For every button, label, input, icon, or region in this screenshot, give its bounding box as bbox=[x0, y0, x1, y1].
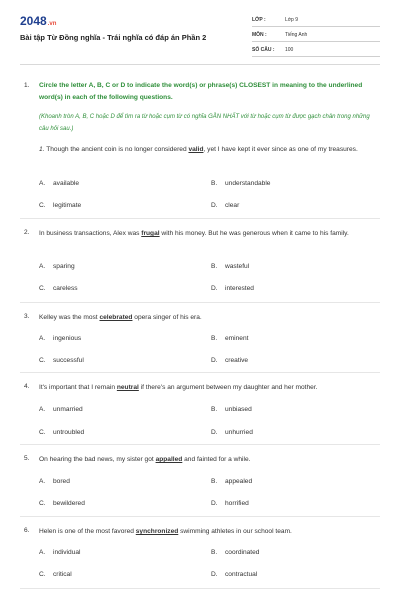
underlined-word: frugal bbox=[141, 230, 160, 237]
option-d[interactable] bbox=[211, 571, 257, 578]
option-letter: C. bbox=[39, 202, 46, 209]
question-text-before: Kelley was the most bbox=[39, 314, 100, 321]
option-c[interactable] bbox=[39, 571, 72, 578]
question-text bbox=[39, 526, 380, 538]
header-divider bbox=[20, 64, 380, 65]
option-letter: A. bbox=[39, 263, 46, 270]
option-b[interactable] bbox=[211, 478, 252, 485]
question-divider bbox=[20, 372, 380, 373]
meta-class bbox=[252, 17, 380, 23]
option-letter: A. bbox=[39, 406, 46, 413]
option-letter: B. bbox=[211, 549, 218, 556]
question-text-before: It's important that I remain bbox=[39, 384, 117, 391]
logo-suffix: .vn bbox=[47, 21, 57, 27]
option-c[interactable] bbox=[39, 357, 84, 364]
question-text-before: In business transactions, Alex was bbox=[39, 230, 142, 237]
question-text bbox=[39, 382, 380, 394]
section-instruction-vi: (Khoanh tròn A, B, C hoặc D để tìm ra từ hoặc cụm từ có nghĩa GẦN NHẤT với từ hoặc cụm từ được gạch chân trong những câu hỏi sau.) bbox=[39, 114, 370, 132]
option-a[interactable] bbox=[39, 335, 81, 342]
option-letter: B. bbox=[211, 406, 218, 413]
meta-count bbox=[252, 47, 380, 53]
option-b[interactable] bbox=[211, 263, 249, 270]
option-text: appealed bbox=[225, 478, 253, 485]
option-letter: A. bbox=[39, 478, 46, 485]
option-text: unhurried bbox=[225, 429, 253, 436]
option-d[interactable] bbox=[211, 357, 248, 364]
option-letter: C. bbox=[39, 357, 46, 364]
option-c[interactable] bbox=[39, 285, 78, 292]
meta-key: LỚP : bbox=[252, 17, 266, 23]
option-letter: D. bbox=[211, 285, 218, 292]
question-divider bbox=[20, 588, 380, 589]
option-text: eminent bbox=[225, 335, 249, 342]
option-letter: C. bbox=[39, 285, 46, 292]
question-divider bbox=[20, 302, 380, 303]
question-text bbox=[39, 228, 380, 240]
option-text: untroubled bbox=[53, 429, 85, 436]
question-text-after: opera singer of his era. bbox=[132, 314, 202, 321]
question-text-before: Helen is one of the most favored bbox=[39, 528, 136, 535]
question-text bbox=[39, 312, 380, 324]
underlined-word: synchronized bbox=[135, 528, 179, 535]
option-a[interactable] bbox=[39, 406, 83, 413]
option-text: careless bbox=[53, 285, 78, 292]
underlined-word: neutral bbox=[116, 384, 139, 391]
question-divider bbox=[20, 516, 380, 517]
question-sub-number: 1. bbox=[39, 146, 45, 153]
option-letter: D. bbox=[211, 202, 218, 209]
question-text bbox=[39, 454, 380, 466]
section-instruction: Circle the letter A, B, C or D to indicate the word(s) or phrase(s) CLOSEST in meaning to the underlined word(s) in each of the following questions. bbox=[39, 82, 363, 101]
option-letter: C. bbox=[39, 571, 46, 578]
option-letter: C. bbox=[39, 500, 46, 507]
option-text: creative bbox=[225, 357, 249, 364]
option-text: bewildered bbox=[53, 500, 85, 507]
option-a[interactable] bbox=[39, 478, 70, 485]
option-text: successful bbox=[53, 357, 84, 364]
option-letter: B. bbox=[211, 263, 218, 270]
option-text: individual bbox=[53, 549, 81, 556]
option-b[interactable] bbox=[211, 180, 270, 187]
underlined-word: celebrated bbox=[99, 314, 133, 321]
option-letter: D. bbox=[211, 429, 218, 436]
option-text: coordinated bbox=[225, 549, 260, 556]
meta-value: Lớp 9 bbox=[285, 17, 299, 23]
option-letter: D. bbox=[211, 500, 218, 507]
question-divider bbox=[20, 218, 380, 219]
question-number: 4. bbox=[24, 383, 30, 390]
option-letter: A. bbox=[39, 335, 46, 342]
option-d[interactable] bbox=[211, 500, 249, 507]
option-d[interactable] bbox=[211, 202, 239, 209]
logo-text: 2048 bbox=[20, 14, 47, 28]
question-text-before: Though the ancient coin is no longer considered bbox=[44, 146, 189, 153]
option-text: wasteful bbox=[225, 263, 250, 270]
option-c[interactable] bbox=[39, 429, 84, 436]
question-number: 2. bbox=[24, 229, 30, 236]
option-letter: B. bbox=[211, 335, 218, 342]
document-title: Bài tập Từ Đồng nghĩa - Trái nghĩa có đáp án Phần 2 bbox=[20, 33, 207, 42]
question-text-before: On hearing the bad news, my sister got bbox=[39, 456, 156, 463]
option-text: horrified bbox=[225, 500, 249, 507]
option-a[interactable] bbox=[39, 263, 75, 270]
question-text bbox=[39, 144, 380, 156]
option-letter: A. bbox=[39, 549, 46, 556]
question-text-after: swimming athletes in our school team. bbox=[178, 528, 292, 535]
option-d[interactable] bbox=[211, 429, 253, 436]
option-letter: B. bbox=[211, 180, 218, 187]
option-letter: B. bbox=[211, 478, 218, 485]
option-letter: C. bbox=[39, 429, 46, 436]
meta-value: Tiếng Anh bbox=[285, 32, 308, 38]
option-text: unmarried bbox=[53, 406, 83, 413]
question-text-after: if there's an argument between my daughter and her mother. bbox=[138, 384, 318, 391]
option-letter: D. bbox=[211, 571, 218, 578]
option-text: ingenious bbox=[53, 335, 82, 342]
option-a[interactable] bbox=[39, 549, 81, 556]
option-a[interactable] bbox=[39, 180, 79, 187]
option-letter: A. bbox=[39, 180, 46, 187]
option-text: bored bbox=[53, 478, 70, 485]
question-number: 3. bbox=[24, 313, 30, 320]
option-text: interested bbox=[225, 285, 254, 292]
option-text: understandable bbox=[225, 180, 271, 187]
underlined-word: valid bbox=[188, 146, 204, 153]
option-b[interactable] bbox=[211, 549, 259, 556]
question-text-after: with his money. But he was generous when it came to his family. bbox=[159, 230, 349, 237]
meta-key: SỐ CÂU : bbox=[252, 47, 275, 53]
option-text: sparing bbox=[53, 263, 75, 270]
question-number: 6. bbox=[24, 527, 30, 534]
underlined-word: appalled bbox=[155, 456, 183, 463]
meta-subject bbox=[252, 32, 380, 38]
option-text: contractual bbox=[225, 571, 258, 578]
option-text: critical bbox=[53, 571, 72, 578]
option-text: legitimate bbox=[53, 202, 82, 209]
option-letter: D. bbox=[211, 357, 218, 364]
section-number: 1. bbox=[24, 82, 30, 89]
option-text: clear bbox=[225, 202, 240, 209]
question-number: 5. bbox=[24, 455, 30, 462]
option-c[interactable] bbox=[39, 500, 85, 507]
meta-key: MÔN : bbox=[252, 32, 267, 38]
site-logo[interactable] bbox=[20, 14, 56, 28]
option-b[interactable] bbox=[211, 406, 252, 413]
question-text-after: and fainted for a while. bbox=[182, 456, 251, 463]
option-text: available bbox=[53, 180, 80, 187]
option-b[interactable] bbox=[211, 335, 248, 342]
question-divider bbox=[20, 444, 380, 445]
meta-value: 100 bbox=[285, 47, 294, 53]
question-text-after: , yet I have kept it ever since as one of my treasures. bbox=[203, 146, 358, 153]
option-d[interactable] bbox=[211, 285, 254, 292]
option-text: unbiased bbox=[225, 406, 252, 413]
option-c[interactable] bbox=[39, 202, 81, 209]
